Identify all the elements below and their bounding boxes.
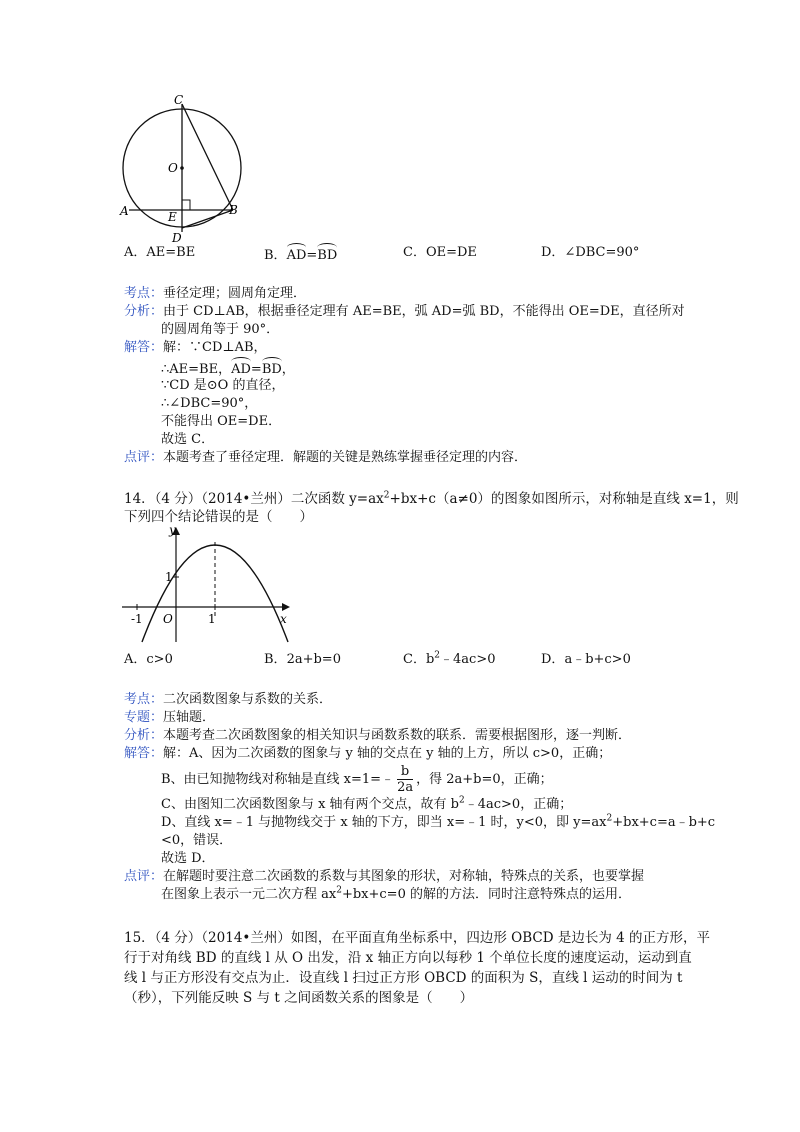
arc-ad: AD bbox=[231, 358, 251, 379]
jieda-text: ﹣4ac>0，正确； bbox=[464, 797, 573, 812]
option-text: a﹣b+c>0 bbox=[564, 652, 631, 667]
q15-stem-4: （秒），下列能反映 S 与 t 之间函数关系的图象是（ ） bbox=[124, 990, 474, 1006]
dianping-text: +bx+c=0 的解的方法．同时注意特殊点的运用． bbox=[341, 887, 631, 902]
option-letter: C． bbox=[403, 652, 426, 667]
q14-stem-1 bbox=[124, 490, 739, 509]
tick-y-1: 1 bbox=[165, 570, 173, 584]
option-text: OE=DE bbox=[425, 245, 477, 260]
q13-fenxi-2: 的圆周角等于 90°． bbox=[161, 322, 280, 337]
stem-text: +bx+c（a≠0）的图象如图所示，对称轴是直线 x=1，则 bbox=[389, 491, 739, 507]
q13-jieda-5: 不能得出 OE=DE． bbox=[161, 414, 282, 429]
label-e: E bbox=[168, 210, 177, 224]
q14-dianping bbox=[124, 868, 644, 886]
label-o: O bbox=[168, 161, 178, 175]
superscript: 2 bbox=[434, 650, 441, 661]
option-letter: B． bbox=[264, 652, 287, 667]
axis-x-label: x bbox=[280, 612, 287, 626]
q15-stem-1: 15．（4 分）（2014•兰州）如图，在平面直角坐标系中，四边形 OBCD 是边长为 4 的正方形，平 bbox=[124, 930, 711, 946]
option-letter: A． bbox=[124, 652, 147, 667]
jieda-text: B、由已知抛物线对称轴是直线 x=1=﹣ bbox=[161, 772, 395, 787]
q13-jieda bbox=[124, 339, 267, 357]
fraction-denominator: 2a bbox=[397, 780, 414, 795]
q14-dianping-2 bbox=[161, 886, 631, 904]
option-letter: C． bbox=[403, 245, 426, 260]
option-letter: D． bbox=[541, 245, 565, 260]
q13-option-b[interactable] bbox=[264, 244, 337, 265]
q13-option-c[interactable] bbox=[403, 244, 477, 262]
q14-kaodian bbox=[124, 691, 332, 709]
jieda-text: C、由图知二次函数图象与 x 轴有两个交点，故有 b bbox=[161, 797, 459, 812]
dianping-text: 本题考查了垂径定理．解题的关键是熟练掌握垂径定理的内容． bbox=[163, 450, 528, 465]
q14-option-d[interactable] bbox=[541, 651, 631, 669]
fenxi-text: 本题考查二次函数图象的相关知识与函数系数的联系．需要根据图形，逐一判断． bbox=[163, 728, 632, 743]
option-letter: B． bbox=[264, 248, 287, 263]
fraction-numerator: b bbox=[397, 764, 413, 780]
equals: = bbox=[250, 362, 262, 377]
fraction bbox=[397, 764, 413, 795]
option-text: ∠DBC=90° bbox=[564, 245, 640, 260]
superscript: 2 bbox=[606, 813, 613, 824]
stem-text: 14．（4 分）（2014•兰州）二次函数 y=ax bbox=[124, 491, 384, 507]
arc-ad: AD bbox=[287, 244, 307, 265]
label-c: C bbox=[174, 93, 184, 107]
label-b: B bbox=[229, 203, 238, 217]
label-a: A bbox=[120, 204, 129, 218]
dianping-label: 点评： bbox=[124, 450, 164, 465]
q13-option-a[interactable] bbox=[124, 244, 195, 262]
q13-fenxi bbox=[124, 303, 685, 321]
q13-option-d[interactable] bbox=[541, 244, 639, 262]
jieda-text: ，得 2a+b=0，正确； bbox=[416, 772, 553, 787]
jieda-label: 解答： bbox=[124, 746, 164, 761]
option-text: 2a+b=0 bbox=[286, 652, 341, 667]
arc-bd: BD bbox=[317, 244, 337, 265]
zhuanti-label: 专题： bbox=[124, 710, 164, 725]
option-text: b bbox=[425, 652, 435, 667]
q14-jieda-b bbox=[161, 764, 553, 795]
jieda-text: D、直线 x=﹣1 与抛物线交于 x 轴的下方，即当 x=﹣1 时，y<0，即 y=ax bbox=[161, 815, 607, 830]
q14-jieda-end: 故选 D． bbox=[161, 851, 215, 866]
q14-fenxi bbox=[124, 727, 631, 745]
q13-dianping bbox=[124, 449, 527, 467]
fenxi-text: 由于 CD⊥AB，根据垂径定理有 AE=BE，弧 AD=弧 BD，不能得出 OE=DE，直径所对 bbox=[163, 304, 685, 319]
kaodian-label: 考点： bbox=[124, 692, 164, 707]
comma: ， bbox=[281, 362, 295, 377]
zhuanti-text: 压轴题． bbox=[163, 710, 216, 725]
q14-option-a[interactable] bbox=[124, 651, 173, 669]
superscript: 2 bbox=[336, 885, 342, 896]
jieda-label: 解答： bbox=[124, 340, 164, 355]
q14-option-b[interactable] bbox=[264, 651, 341, 669]
q14-zhuanti bbox=[124, 709, 215, 727]
kaodian-text: 二次函数图象与系数的关系． bbox=[163, 692, 333, 707]
equals: = bbox=[306, 248, 318, 263]
jieda-text: ∴AE=BE， bbox=[161, 362, 232, 377]
kaodian-text: 垂径定理；圆周角定理． bbox=[163, 286, 307, 301]
tick-x-1: 1 bbox=[208, 612, 216, 626]
q13-jieda-4: ∴∠DBC=90°， bbox=[161, 396, 258, 411]
option-text: AE=BE bbox=[146, 245, 196, 260]
q14-option-c[interactable] bbox=[403, 651, 495, 669]
fenxi-label: 分析： bbox=[124, 304, 164, 319]
origin-label: O bbox=[163, 612, 173, 626]
tick-x-neg1: -1 bbox=[131, 612, 143, 626]
option-text: c>0 bbox=[146, 652, 173, 667]
jieda-text: 解：A、因为二次函数的图象与 y 轴的交点在 y 轴的上方，所以 c>0，正确； bbox=[163, 746, 612, 761]
jieda-text: 解：∵CD⊥AB， bbox=[163, 340, 267, 355]
circle-figure bbox=[110, 92, 260, 247]
arc-bd: BD bbox=[262, 358, 282, 379]
jieda-text: +bx+c=a﹣b+c bbox=[612, 815, 716, 830]
option-letter: D． bbox=[541, 652, 565, 667]
axis-y-label: y bbox=[169, 524, 176, 537]
q15-stem-2: 行于对角线 BD 的直线 l 从 O 出发，沿 x 轴正方向以每秒 1 个单位长度的速度运动，运动到直 bbox=[124, 950, 692, 966]
q15-stem-3: 线 l 与正方形没有交点为止．设直线 l 扫过正方形 OBCD 的面积为 S，直线 l 运动的时间为 t bbox=[124, 970, 683, 986]
parabola-graph bbox=[118, 524, 298, 644]
q14-stem-2: 下列四个结论错误的是（ ） bbox=[124, 509, 313, 525]
q13-kaodian bbox=[124, 285, 306, 303]
superscript: 2 bbox=[459, 795, 465, 806]
label-d: D bbox=[172, 231, 182, 245]
option-text: ﹣4ac>0 bbox=[440, 652, 496, 667]
dianping-text: 在图象上表示一元二次方程 ax bbox=[161, 887, 337, 902]
superscript: 2 bbox=[383, 490, 390, 501]
q14-jieda-d2: <0，错误． bbox=[161, 833, 233, 848]
q14-jieda-d1 bbox=[161, 814, 715, 832]
q13-jieda-6: 故选 C． bbox=[161, 432, 215, 447]
q14-jieda-c bbox=[161, 796, 572, 814]
option-letter: A． bbox=[124, 245, 147, 260]
q13-jieda-2 bbox=[161, 358, 295, 379]
dianping-label: 点评： bbox=[124, 869, 164, 884]
dianping-text: 在解题时要注意二次函数的系数与其图象的形状，对称轴，特殊点的关系，也要掌握 bbox=[163, 869, 645, 884]
kaodian-label: 考点： bbox=[124, 286, 164, 301]
fenxi-label: 分析： bbox=[124, 728, 164, 743]
q13-jieda-3: ∵CD 是⊙O 的直径， bbox=[161, 378, 285, 393]
q14-jieda bbox=[124, 745, 611, 763]
